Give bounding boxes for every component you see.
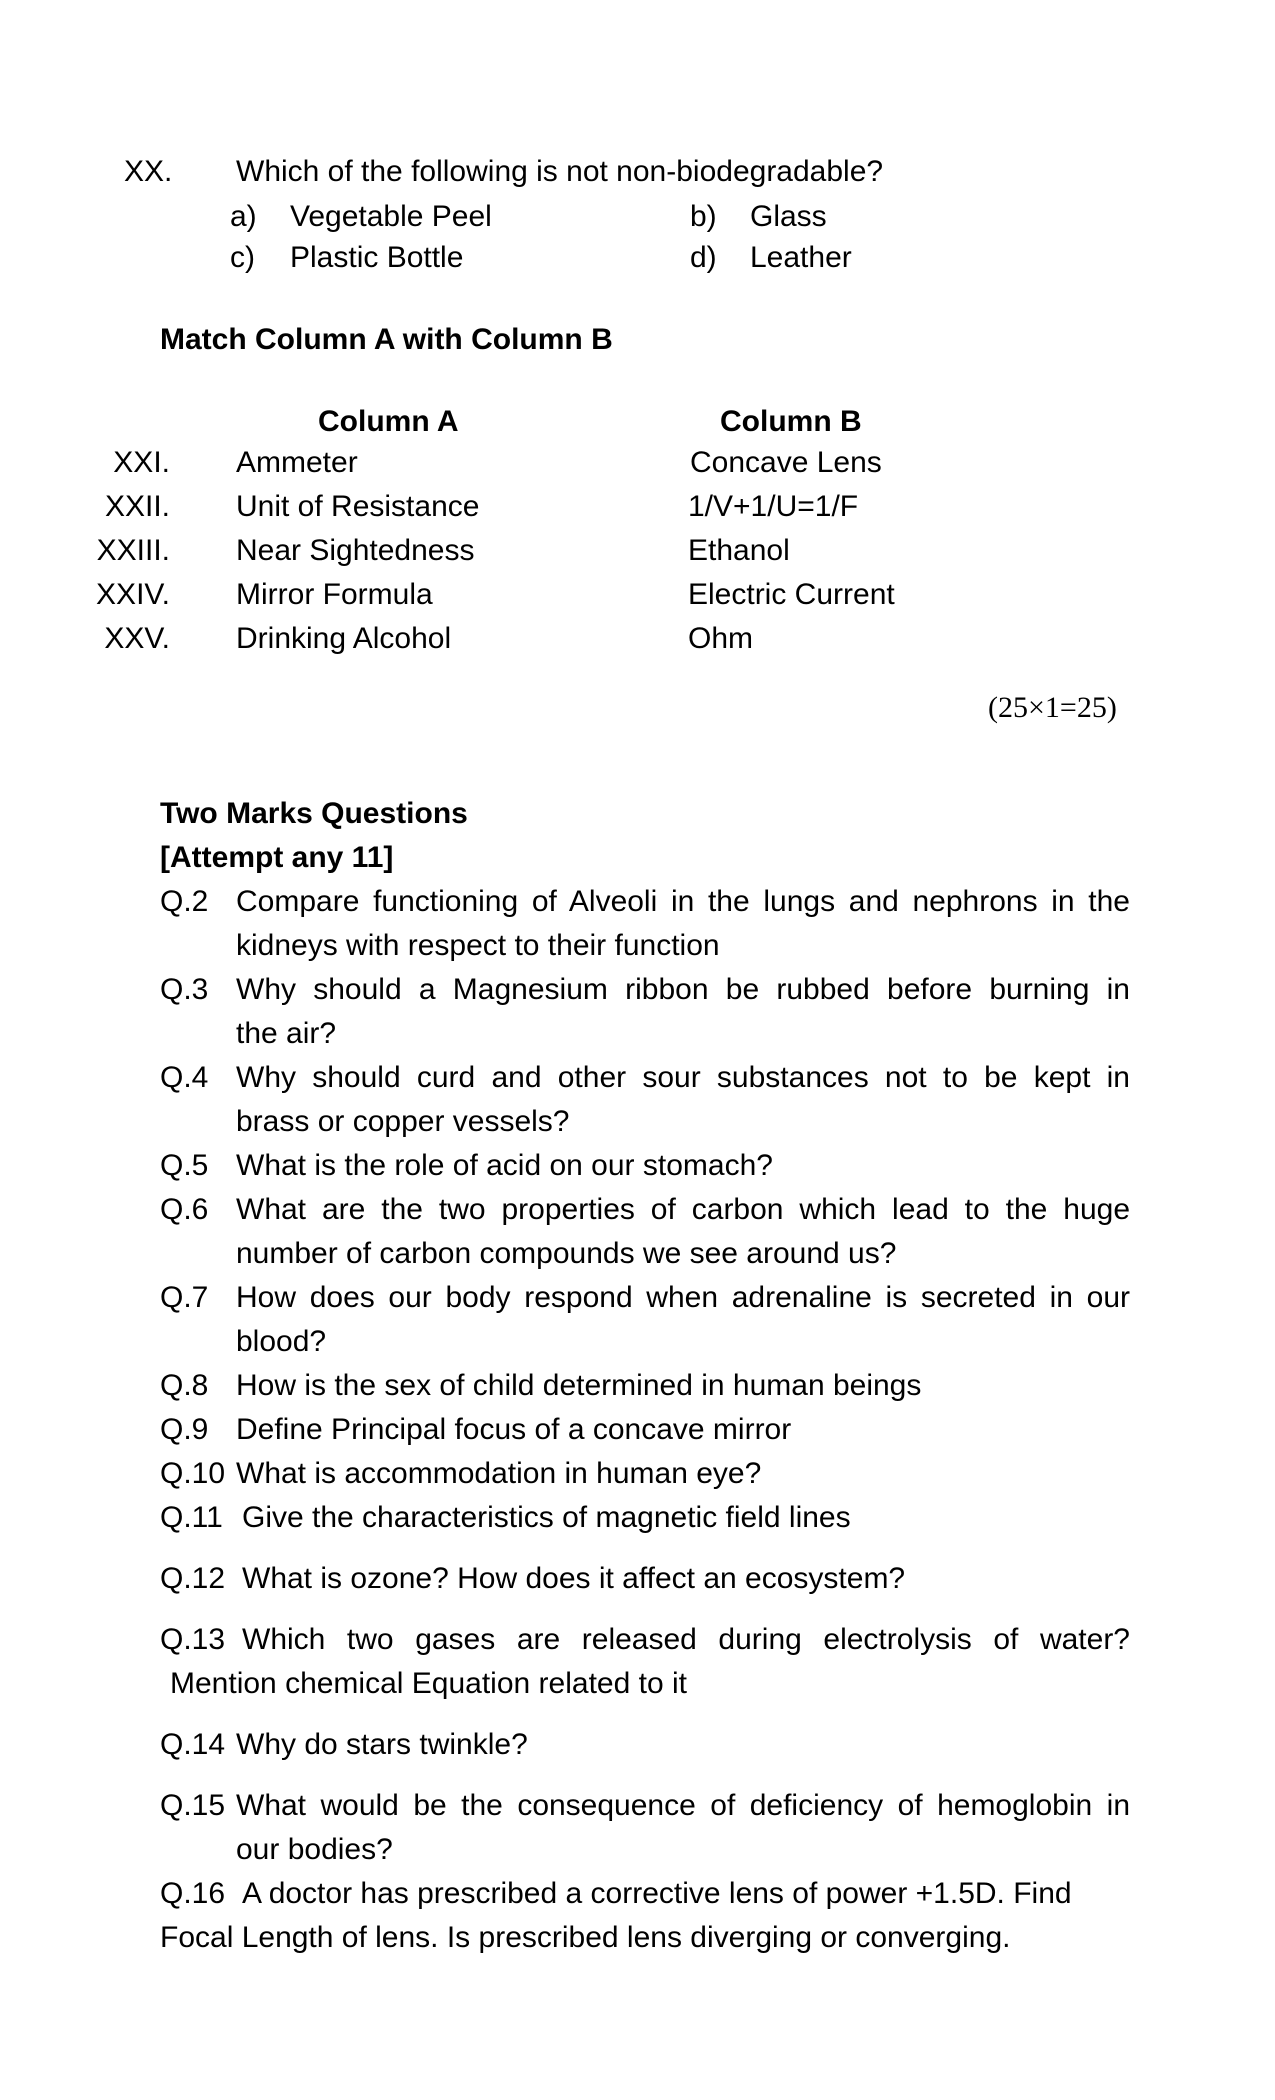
match-row-number: XXI. [113, 446, 170, 479]
question-text-continued: Mention chemical Equation related to it [170, 1667, 687, 1700]
marks-total: (25×1=25) [988, 691, 1117, 724]
question-text: Why should curd and other sour substances not to be kept in [236, 1061, 1130, 1094]
question-text-continued: number of carbon compounds we see around us? [236, 1237, 897, 1270]
question-number: Q.7 [160, 1281, 209, 1314]
question-text-continued: brass or copper vessels? [236, 1105, 570, 1138]
question-number: Q.13 [160, 1623, 226, 1656]
question-text: What would be the consequence of deficiency of hemoglobin in [236, 1789, 1130, 1822]
question-text: Why should a Magnesium ribbon be rubbed before burning in [236, 973, 1130, 1006]
question-text-continued: Focal Length of lens. Is prescribed lens diverging or converging. [160, 1921, 1011, 1954]
question-text: Why do stars twinkle? [236, 1728, 528, 1761]
question-number: Q.11 [160, 1501, 223, 1534]
option-text: Glass [750, 200, 827, 233]
option-text: Plastic Bottle [290, 241, 464, 274]
question-text: Define Principal focus of a concave mirror [236, 1413, 792, 1446]
question-text: Which of the following is not non-biodegradable? [236, 155, 884, 188]
question-text: What are the two properties of carbon which lead to the huge [236, 1193, 1130, 1226]
question-number: Q.10 [160, 1457, 226, 1490]
match-column-b-item: Electric Current [688, 578, 895, 611]
question-number: Q.12 [160, 1562, 226, 1595]
match-column-b-item: Ohm [688, 622, 754, 655]
question-number: Q.5 [160, 1149, 209, 1182]
question-text: How does our body respond when adrenaline is secreted in our [236, 1281, 1130, 1314]
question-text: What is the role of acid on our stomach? [236, 1149, 773, 1182]
match-column-a-item: Drinking Alcohol [236, 622, 452, 655]
match-column-a-item: Unit of Resistance [236, 490, 480, 523]
option-text: Leather [750, 241, 852, 274]
option-letter: a) [230, 200, 257, 233]
question-text: Which two gases are released during electrolysis of water? [242, 1623, 1130, 1656]
question-number: Q.4 [160, 1061, 209, 1094]
question-number: Q.6 [160, 1193, 209, 1226]
question-text-continued: our bodies? [236, 1833, 393, 1866]
match-row-number: XXIV. [96, 578, 170, 611]
question-text-continued: blood? [236, 1325, 327, 1358]
section-heading: Match Column A with Column B [160, 323, 613, 356]
question-text-continued: the air? [236, 1017, 337, 1050]
question-number: Q.3 [160, 973, 209, 1006]
option-letter: d) [690, 241, 717, 274]
question-number: Q.8 [160, 1369, 209, 1402]
question-number: Q.14 [160, 1728, 226, 1761]
question-text-continued: kidneys with respect to their function [236, 929, 720, 962]
match-column-a-item: Ammeter [236, 446, 358, 479]
match-column-b-item: Ethanol [688, 534, 790, 567]
question-number: XX. [124, 155, 173, 188]
column-a-header: Column A [318, 405, 459, 438]
section-heading: Two Marks Questions [160, 797, 468, 830]
match-row-number: XXV. [104, 622, 170, 655]
question-text: A doctor has prescribed a corrective lens of power +1.5D. Find [242, 1877, 1072, 1910]
column-b-header: Column B [720, 405, 862, 438]
question-number: Q.2 [160, 885, 209, 918]
match-column-a-item: Near Sightedness [236, 534, 475, 567]
question-text: How is the sex of child determined in human beings [236, 1369, 922, 1402]
question-text: Give the characteristics of magnetic field lines [242, 1501, 851, 1534]
option-letter: b) [690, 200, 717, 233]
match-column-a-item: Mirror Formula [236, 578, 433, 611]
option-text: Vegetable Peel [290, 200, 492, 233]
match-column-b-item: 1/V+1/U=1/F [688, 490, 859, 523]
option-letter: c) [230, 241, 255, 274]
match-column-b-item: Concave Lens [690, 446, 882, 479]
section-instruction: [Attempt any 11] [160, 841, 394, 874]
question-number: Q.16 [160, 1877, 226, 1910]
question-number: Q.9 [160, 1413, 209, 1446]
match-row-number: XXII. [104, 490, 170, 523]
question-text: Compare functioning of Alveoli in the lungs and nephrons in the [236, 885, 1130, 918]
question-number: Q.15 [160, 1789, 226, 1822]
match-row-number: XXIII. [96, 534, 170, 567]
question-text: What is ozone? How does it affect an ecosystem? [242, 1562, 906, 1595]
question-text: What is accommodation in human eye? [236, 1457, 762, 1490]
